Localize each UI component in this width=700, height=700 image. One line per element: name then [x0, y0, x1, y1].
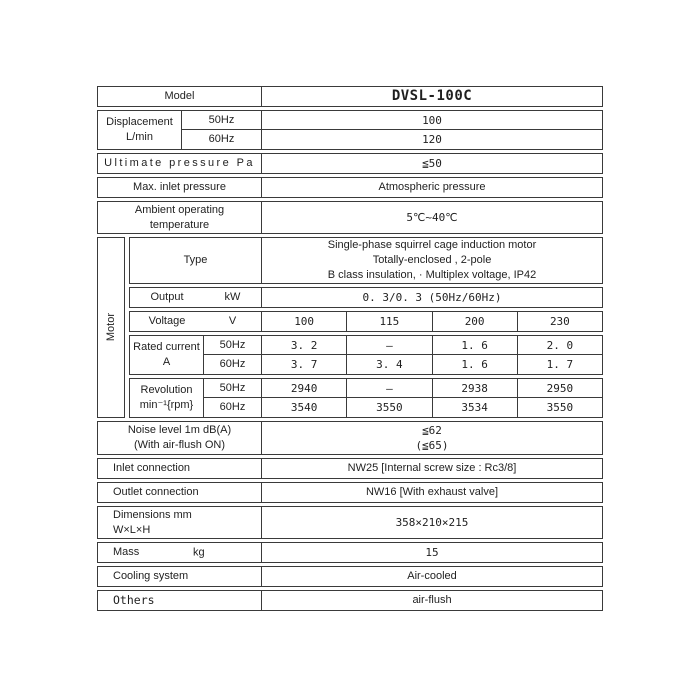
mass-label-cell — [98, 543, 262, 562]
mass-value: 15 — [425, 546, 439, 559]
revolution-60hz-value-2: 3550 — [346, 398, 431, 417]
row-motor-rated-current — [129, 335, 603, 375]
ambient-temperature-label — [98, 202, 262, 233]
others-value: air-flush — [412, 594, 452, 606]
cooling-system-value: Air-cooled — [407, 570, 457, 582]
motor-output-label: Output — [150, 291, 184, 303]
motor-revolution-60hz-label: 60Hz — [204, 398, 262, 417]
rated-current-60hz-value-2: 3. 4 — [346, 355, 431, 374]
row-outlet-connection — [97, 482, 603, 503]
motor-rated-current-label-line1: Rated current — [133, 341, 200, 353]
row-motor-revolution — [129, 378, 603, 418]
displacement-unit: L/min — [126, 131, 153, 143]
row-noise-level — [97, 421, 603, 455]
rated-current-60hz-value-4: 1. 7 — [517, 355, 602, 374]
rated-current-50hz-value-3: 1. 6 — [432, 336, 517, 354]
model-value: DVSL-100C — [391, 88, 473, 104]
dimensions-label-line2: W×L×H — [113, 523, 151, 536]
noise-level-label — [98, 422, 262, 454]
row-displacement — [97, 110, 603, 150]
displacement-50hz-value: 100 — [422, 113, 442, 127]
motor-voltage-label-cell — [130, 312, 262, 331]
motor-voltage-unit: V — [228, 315, 237, 327]
row-cooling-system — [97, 566, 603, 587]
motor-voltage-values — [262, 312, 602, 331]
inlet-connection-label: Inlet connection — [98, 459, 262, 478]
row-others — [97, 590, 603, 611]
motor-revolution-row-60hz — [204, 398, 602, 417]
motor-output-unit: kW — [224, 291, 241, 303]
row-motor-type — [129, 237, 603, 284]
motor-voltage-value-1: 100 — [294, 315, 315, 328]
motor-output-label-cell — [130, 288, 262, 307]
motor-type-value — [262, 238, 602, 283]
motor-label-cell — [97, 237, 125, 418]
motor-type-line2: Totally-enclosed , 2-pole — [372, 254, 492, 266]
revolution-50hz-value-2: – — [346, 379, 431, 397]
rated-current-50hz-value-2: – — [346, 336, 431, 354]
motor-rated-current-50hz-label: 50Hz — [204, 336, 262, 354]
ultimate-pressure-value: ≦50 — [422, 157, 442, 170]
spec-sheet — [97, 86, 603, 614]
displacement-60hz-label: 60Hz — [182, 130, 262, 149]
model-label: Model — [98, 87, 262, 106]
revolution-50hz-value-4: 2950 — [517, 379, 602, 397]
revolution-60hz-value-4: 3550 — [517, 398, 602, 417]
motor-revolution-label — [130, 379, 204, 417]
motor-revolution-unit: min⁻¹{rpm} — [139, 399, 194, 411]
noise-level-value-line1: ≦62 — [422, 424, 442, 437]
row-ultimate-pressure — [97, 153, 603, 174]
mass-unit: kg — [193, 546, 205, 558]
displacement-label-line1: Displacement — [106, 116, 173, 128]
motor-type-line3: B class insulation, · Multiplex voltage, IP42 — [327, 269, 537, 281]
row-ambient-temperature — [97, 201, 603, 234]
motor-revolution-row-50hz — [204, 379, 602, 398]
displacement-60hz-value: 120 — [422, 133, 442, 146]
rated-current-60hz-value-1: 3. 7 — [290, 358, 318, 371]
motor-rated-current-label — [130, 336, 204, 374]
max-inlet-pressure-label: Max. inlet pressure — [98, 178, 262, 197]
motor-voltage-label: Voltage — [148, 315, 186, 327]
displacement-row-60hz — [182, 130, 602, 149]
motor-voltage-value-3: 200 — [432, 312, 517, 331]
motor-voltage-value-4: 230 — [517, 312, 602, 331]
rated-current-50hz-value-1: 3. 2 — [290, 338, 318, 352]
outlet-connection-value: NW16 [With exhaust valve] — [365, 486, 499, 498]
noise-level-value — [262, 422, 602, 454]
motor-output-value: 0. 3/0. 3 (50Hz/60Hz) — [362, 291, 502, 304]
row-max-inlet-pressure — [97, 177, 603, 198]
motor-type-label: Type — [130, 238, 262, 283]
row-model — [97, 86, 603, 107]
cooling-system-label: Cooling system — [98, 567, 262, 586]
rated-current-60hz-value-3: 1. 6 — [432, 355, 517, 374]
noise-level-label-line1: Noise level 1m dB(A) — [127, 424, 232, 436]
revolution-50hz-value-3: 2938 — [432, 379, 517, 397]
motor-rated-current-unit: A — [162, 356, 171, 368]
dimensions-value: 358×210×215 — [395, 516, 469, 529]
displacement-50hz-label: 50Hz — [182, 111, 262, 129]
mass-label: Mass — [113, 546, 140, 558]
displacement-row-50hz — [182, 111, 602, 130]
outlet-connection-label: Outlet connection — [98, 483, 262, 502]
dimensions-label-line1: Dimensions mm — [113, 508, 192, 521]
ultimate-pressure-label: Ultimate pressure Pa — [98, 154, 262, 173]
motor-rows — [129, 237, 603, 418]
others-label: Others — [98, 591, 262, 610]
max-inlet-pressure-value: Atmospheric pressure — [378, 181, 486, 193]
ambient-temperature-label-line2: temperature — [149, 218, 210, 231]
noise-level-label-line2: (With air-flush ON) — [133, 439, 226, 451]
inlet-connection-value: NW25 [Internal screw size : Rc3/8] — [347, 462, 517, 474]
ambient-temperature-value: 5℃~40℃ — [406, 211, 458, 224]
dimensions-label — [98, 507, 262, 538]
revolution-50hz-value-1: 2940 — [290, 381, 318, 395]
displacement-label — [98, 111, 182, 149]
motor-rated-current-60hz-label: 60Hz — [204, 355, 262, 374]
motor-label: Motor — [105, 313, 117, 342]
motor-section — [97, 237, 603, 418]
ambient-temperature-label-line1: Ambient operating — [134, 203, 225, 216]
revolution-60hz-value-1: 3540 — [290, 401, 318, 414]
motor-type-line1: Single-phase squirrel cage induction motor — [327, 239, 537, 251]
row-motor-output — [129, 287, 603, 308]
revolution-60hz-value-3: 3534 — [432, 398, 517, 417]
motor-revolution-label-line1: Revolution — [140, 384, 193, 396]
noise-level-value-line2: (≦65) — [415, 439, 449, 452]
motor-revolution-50hz-label: 50Hz — [204, 379, 262, 397]
motor-rated-current-row-60hz — [204, 355, 602, 374]
motor-rated-current-row-50hz — [204, 336, 602, 355]
row-inlet-connection — [97, 458, 603, 479]
row-mass — [97, 542, 603, 563]
motor-voltage-value-2: 115 — [346, 312, 431, 331]
row-dimensions — [97, 506, 603, 539]
row-motor-voltage — [129, 311, 603, 332]
rated-current-50hz-value-4: 2. 0 — [517, 336, 602, 354]
